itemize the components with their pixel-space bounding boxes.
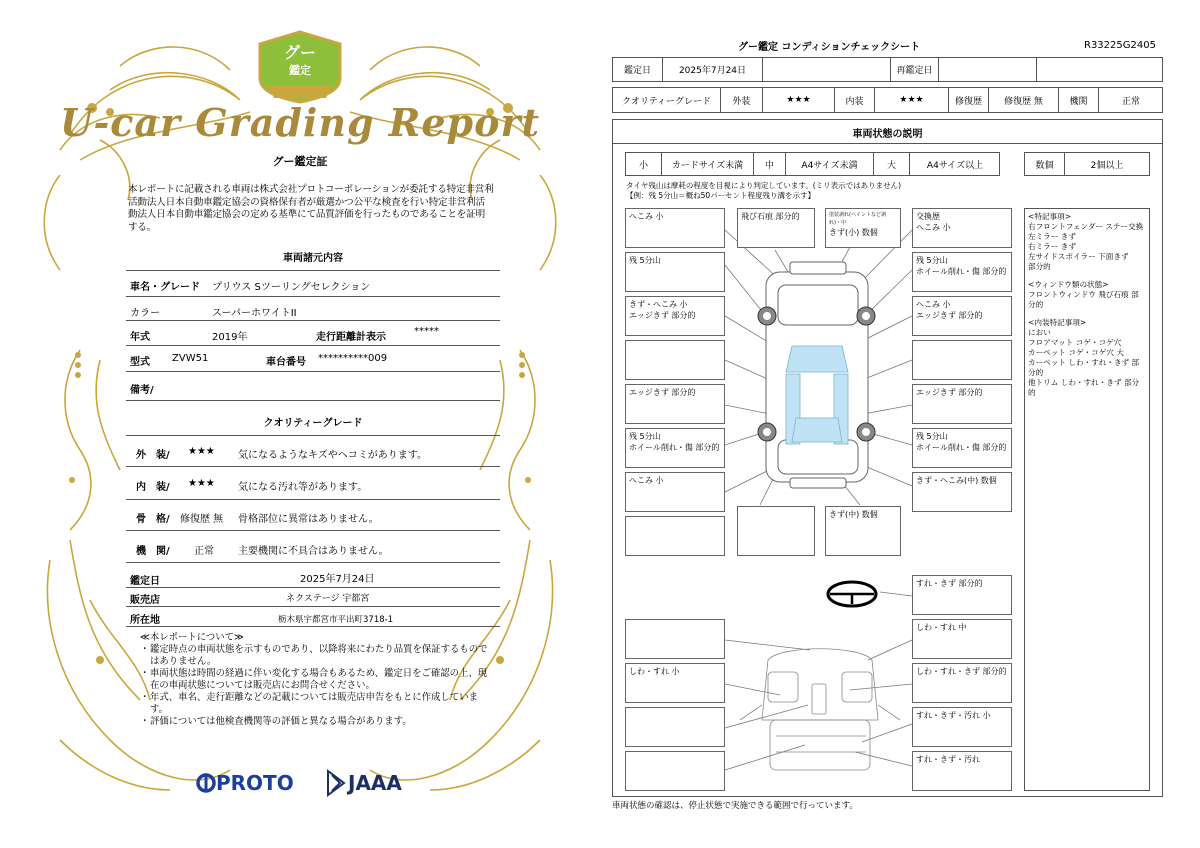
damage-box-right-middle (912, 340, 1012, 380)
damage-box-left-middle (625, 340, 725, 380)
damage-box-left-front-door: きず・へこみ 小 エッジきず 部分的 (625, 296, 725, 336)
engine-label: 機関 (1059, 88, 1099, 112)
damage-box-rear-left: へこみ 小 (625, 472, 725, 512)
interior-box-driver-seat: しわ・すれ 小 (625, 663, 725, 703)
damage-box-trunk: きず(中) 数個 (825, 506, 901, 556)
interior-box-steering: すれ・きず 部分的 (912, 575, 1012, 615)
damage-box-left-rear-door: エッジきず 部分的 (625, 384, 725, 424)
grade-interior-label: 内 装/ (136, 482, 170, 493)
report-number: R33225G2405 (1084, 40, 1156, 51)
grade-engine-label: 機 関/ (136, 546, 170, 557)
tire-box-rear-left: 残 5分山 ホイール削れ・傷 部分的 (625, 428, 725, 468)
damage-box-rear-right: きず・へこみ(中) 数個 (912, 472, 1012, 512)
note-item: 鑑定時点の車両状態を示すものであり、以降将来にわたり品質を保証するものではありません。 (150, 644, 488, 667)
jaaa-logo: JAAA (348, 771, 402, 795)
dealer-label: 販売店 (130, 595, 160, 606)
grade-frame-value: 修復歴 無 (180, 514, 224, 525)
model-value: ZVW51 (172, 353, 209, 364)
tire-box-rear-right: 残 5分山 ホイール削れ・傷 部分的 (912, 428, 1012, 468)
repair-label: 修復歴 (949, 88, 989, 112)
size-legend: 小 カードサイズ未満 中 A4サイズ未満 大 A4サイズ以上 (625, 152, 1000, 176)
mileage-value: ***** (414, 326, 439, 337)
script-title: U-car Grading Report (59, 100, 541, 145)
desc-title: 車両状態の説明 (852, 129, 923, 140)
remarks-label: 備考/ (130, 385, 154, 396)
grade-exterior-label: 外 装/ (136, 450, 170, 461)
exterior-label: 外装 (721, 88, 763, 112)
name-label: 車名・グレード (130, 282, 200, 293)
interior-box-rear-seat-left (625, 751, 725, 791)
redate-label: 再鑑定日 (891, 58, 939, 81)
sheet-title: グー鑑定 コンディションチェックシート (738, 42, 921, 53)
interior-box-center (625, 707, 725, 747)
damage-box-rear-bottom-1 (625, 516, 725, 556)
grade-interior-value: ★★★ (188, 478, 215, 489)
address-label: 所在地 (130, 615, 160, 626)
certificate-body: 本レポートに記載される車両は株式会社プロトコーポレーションが委託する特定非営利活動法人日本自動車鑑定協会の資格保有者が厳選かつ公平な検査を行い特定非営利活動法人日本自動車鑑定協会の定める基準にて品質評価を行ったものであることを証明する。 (128, 184, 494, 233)
chassis-value: **********009 (318, 353, 388, 364)
damage-box-front-left: へこみ 小 (625, 208, 725, 248)
interior-diagram (740, 649, 900, 770)
seal-text-top: グー (283, 43, 316, 62)
tire-box-front-left: 残 5分山 (625, 252, 725, 292)
count-legend: 数個 2個以上 (1024, 152, 1150, 176)
note-item: 評価については他検査機関等の評価と異なる場合があります。 (150, 716, 412, 727)
damage-box-front-right: 交換歴 へこみ 小 (912, 208, 1012, 248)
inspection-date-label: 鑑定日 (130, 576, 160, 587)
inspection-date-value: 2025年7月24日 (300, 574, 375, 585)
mileage-label: 走行距離計表示 (316, 332, 386, 343)
repair-value: 修復歴 無 (989, 88, 1059, 112)
tire-note: タイヤ残山は摩耗の程度を目視により判定しています。(ミリ表示ではありません) (626, 181, 902, 190)
engine-value: 正常 (1121, 96, 1140, 107)
grade-engine-value: 正常 (194, 546, 214, 557)
interior-label: 内装 (835, 88, 875, 112)
proto-logo: PROTO (216, 771, 294, 795)
sheet-footer: 車両状態の確認は、停止状態で実施できる範囲で行っています。 (612, 801, 858, 811)
grade-frame-label: 骨 格/ (136, 514, 170, 525)
damage-box-rear-bottom-2 (737, 506, 815, 556)
note-item: 車両状態は時間の経過に伴い変化する場合もあるため、鑑定日をご確認の上、現在の車両状態については販売店にお問合せください。 (150, 668, 488, 691)
certificate-notes: ≪本レポートについて≫ ・ 鑑定時点の車両状態を示すものであり、以降将来にわたり品質を保証するものではありません。 ・ 車両状態は時間の経過に伴い変化する場合もあるため、鑑定日をご確認の上、現在の車両状態については販売店にお問合せください。 ・ 年式、車名、走行距離などの記載については販売店申告をもとに作成しています。 ・ 評価については他検査機関等の評価と異なる場合があります。 (140, 632, 492, 728)
grade-exterior-value: ★★★ (188, 446, 215, 457)
date-value: 2025年7月24日 (663, 58, 763, 81)
spec-title: 車両諸元内容 (283, 253, 343, 264)
steering-wheel-icon (828, 582, 876, 606)
damage-box-roof: 塗装剥れ(ペイントなど剥れ)・中 きず(小) 数個 (825, 208, 901, 248)
grade-interior-desc: 気になる汚れ等があります。 (238, 482, 368, 493)
quality-grade-label: クオリティーグレード (613, 88, 721, 112)
damage-box-hood: 飛び石痕 部分的 (737, 208, 815, 248)
interior-value: ★★★ (875, 88, 949, 112)
grade-title: クオリティーグレード (263, 418, 363, 429)
note-item: 年式、車名、走行距離などの記載については販売店申告をもとに作成しています。 (150, 692, 478, 715)
interior-box-dashboard (625, 619, 725, 659)
special-notes: <特記事項> 右フロントフェンダー ステー交換 左ミラー きず 右ミラー きず 左サイドスポイラー 下面きず 部分的 <ウィンドウ類の状態> フロントウィンドウ 飛び石痕 部分的 <内装特記事項> におい フロアマット コゲ・コゲ穴 カーペット コゲ・コゲ穴 大 カーペット しわ・すれ・きず 部分的 他トリム しわ・すれ・きず 部分的 (1024, 208, 1150, 791)
interior-box-passenger-seat: しわ・すれ・きず 部分的 (912, 663, 1012, 703)
color-label: カラー (130, 308, 160, 319)
tire-box-front-right: 残 5分山 ホイール削れ・傷 部分的 (912, 252, 1012, 292)
grade-frame-desc: 骨格部位に異常はありません。 (238, 514, 379, 525)
grade-engine-desc: 主要機関に不具合はありません。 (238, 546, 389, 557)
address-value: 栃木県宇都宮市平出町3718-1 (278, 615, 394, 625)
seal-text-bottom: 鑑定 (289, 64, 311, 77)
date-label: 鑑定日 (613, 58, 663, 81)
color-value: スーパーホワイトII (212, 308, 297, 319)
grade-exterior-desc: 気になるようなキズやヘコミがあります。 (238, 450, 427, 461)
year-label: 年式 (130, 332, 150, 343)
tire-example: 【例：残 5分山＝概ね50パーセント程度残り溝を示す】 (626, 191, 816, 200)
name-value: プリウス Sツーリングセレクション (212, 282, 371, 293)
interior-box-floor: すれ・きず・汚れ 小 (912, 707, 1012, 747)
damage-box-right-front-door: へこみ 小 エッジきず 部分的 (912, 296, 1012, 336)
model-label: 型式 (130, 357, 150, 368)
interior-box-front-right: しわ・すれ 中 (912, 619, 1012, 659)
notes-title: ≪本レポートについて≫ (140, 632, 244, 643)
certificate-title: グー鑑定証 (272, 155, 328, 168)
chassis-label: 車台番号 (266, 357, 306, 368)
exterior-value: ★★★ (763, 88, 835, 112)
interior-box-rear-seat: すれ・きず・汚れ (912, 751, 1012, 791)
damage-box-right-rear-door: エッジきず 部分的 (912, 384, 1012, 424)
dealer-value: ネクステージ 宇都宮 (286, 594, 370, 604)
year-value: 2019年 (212, 332, 248, 343)
